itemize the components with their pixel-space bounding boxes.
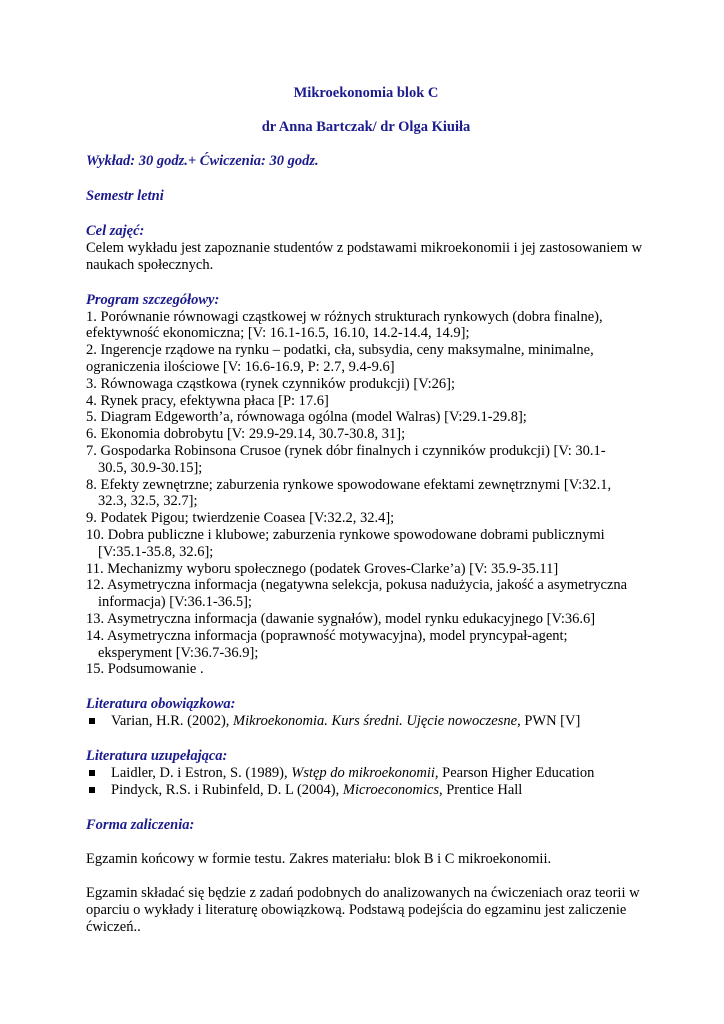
literature-author: Laidler, D. i Estron, S. (1989), — [111, 765, 292, 782]
literature-author: Pindyck, R.S. i Rubinfeld, D. L (2004), — [111, 782, 343, 799]
program-item-line2: efektywność ekonomiczna; [V: 16.1-16.5, 16.10, 14.2-14.4, 14.9]; — [86, 325, 470, 342]
document-title: Mikroekonomia blok C — [293, 85, 439, 101]
program-section — [86, 291, 646, 679]
program-item-line1: 6. Ekonomia dobrobytu [V: 29.9-29.14, 30.7-30.8, 31]; — [86, 426, 406, 443]
program-item-line1: 13. Asymetryczna informacja (dawanie sygnałów), model rynku edukacyjnego [V:36.6] — [86, 610, 596, 627]
literature-item — [86, 782, 646, 799]
program-item-line1: 4. Rynek pracy, efektywna płaca [P: 17.6] — [86, 392, 329, 409]
literature-publisher: , PWN [V] — [517, 713, 581, 730]
program-item — [86, 510, 646, 527]
semester-heading: Semestr letni — [86, 188, 164, 204]
program-item-line1: 15. Podsumowanie . — [86, 661, 204, 678]
program-item-line2: eksperyment [V:36.7-36.9]; — [98, 644, 259, 661]
program-item-line1: 7. Gospodarka Robinsona Crusoe (rynek dóbr finalnych i czynników produkcji) [V: 30.1- — [86, 442, 606, 459]
program-list — [86, 309, 646, 679]
program-item-line1: 9. Podatek Pigou; twierdzenie Coasea [V:32.2, 32.4]; — [86, 510, 395, 527]
program-item — [86, 342, 646, 376]
supplementary-literature-section — [86, 747, 646, 799]
program-item — [86, 577, 646, 611]
program-item-line1: 14. Asymetryczna informacja (poprawność motywacyjna), model pryncypał-agent; — [86, 627, 568, 644]
program-item-line1: 10. Dobra publiczne i klubowe; zaburzenia rynkowe spowodowane dobrami publicznymi — [86, 526, 605, 543]
literature-author: Varian, H.R. (2002), — [111, 713, 234, 730]
program-item-line2: [V:35.1-35.8, 32.6]; — [98, 543, 214, 560]
program-item — [86, 309, 646, 343]
exam-heading: Forma zaliczenia: — [86, 817, 195, 834]
required-literature-list — [86, 713, 646, 730]
program-item — [86, 443, 646, 477]
program-item-line1: 5. Diagram Edgeworth’a, równowaga ogólna (model Walras) [V:29.1-29.8]; — [86, 409, 527, 426]
literature-title: Microeconomics — [342, 782, 439, 799]
supplementary-literature-heading: Literatura uzupełająca: — [86, 748, 228, 765]
exam-section — [86, 816, 646, 935]
program-item-line1: 1. Porównanie równowagi cząstkowej w różnych strukturach rynkowych (dobra finalne), — [86, 308, 603, 325]
hours-heading: Wykład: 30 godz.+ Ćwiczenia: 30 godz. — [86, 153, 319, 169]
program-item — [86, 477, 646, 511]
required-literature-heading: Literatura obowiązkowa: — [86, 696, 236, 713]
program-item-line1: 12. Asymetryczna informacja (negatywna selekcja, pokusa nadużycia, jakość a asymetryczna — [86, 577, 628, 594]
program-item — [86, 527, 646, 561]
program-item-line2: ograniczenia ilościowe [V: 16.6-16.9, P: 2.7, 9.4-9.6] — [86, 358, 395, 375]
goal-section — [86, 222, 646, 274]
program-item — [86, 561, 646, 578]
program-item — [86, 426, 646, 443]
program-item-line2: 30.5, 30.9-30.15]; — [98, 459, 203, 476]
program-item — [86, 376, 646, 393]
goal-heading: Cel zajęć: — [86, 223, 145, 239]
supplementary-literature-list — [86, 765, 646, 799]
program-item — [86, 393, 646, 410]
program-item-line2: informacja) [V:36.1-36.5]; — [98, 594, 252, 611]
bullet-square-icon — [89, 770, 95, 776]
goal-text: Celem wykładu jest zapoznanie studentów z podstawami mikroekonomii i jej zastosowaniem w naukach społecznych. — [86, 240, 643, 273]
literature-item — [86, 713, 646, 730]
program-heading: Program szczegółowy: — [86, 291, 220, 308]
program-item — [86, 628, 646, 662]
document-page — [86, 84, 646, 935]
literature-publisher: , Pearson Higher Education — [434, 765, 595, 782]
bullet-square-icon — [89, 718, 95, 724]
program-item-line1: 2. Ingerencje rządowe na rynku – podatki, cła, subsydia, ceny maksymalne, minimalne, — [86, 342, 594, 359]
required-literature-section — [86, 695, 646, 730]
literature-item — [86, 765, 646, 782]
program-item-line1: 11. Mechanizmy wyboru społecznego (podatek Groves-Clarke’a) [V: 35.9-35.11] — [86, 560, 559, 577]
program-item — [86, 409, 646, 426]
exam-paragraph-1: Egzamin końcowy w formie testu. Zakres materiału: blok B i C mikroekonomii. — [86, 851, 552, 868]
program-item-line1: 8. Efekty zewnętrzne; zaburzenia rynkowe spowodowane efektami zewnętrznymi [V:32.1, — [86, 476, 612, 493]
program-item — [86, 661, 646, 678]
bullet-square-icon — [89, 787, 95, 793]
document-authors: dr Anna Bartczak/ dr Olga Kiuiła — [261, 119, 471, 135]
literature-title: Wstęp do mikroekonomii — [291, 765, 435, 782]
literature-title: Mikroekonomia. Kurs średni. Ujęcie nowoczesne — [233, 713, 518, 730]
literature-publisher: , Prentice Hall — [438, 782, 523, 799]
exam-paragraph-2: Egzamin składać się będzie z zadań podobnych do analizowanych na ćwiczeniach oraz teorii w oparciu o wykłady i literaturę obowiązkową. Podstawą podejścia do egzaminu jest zaliczenie ćwiczeń.. — [86, 884, 640, 935]
program-item-line1: 3. Równowaga cząstkowa (rynek czynników produkcji) [V:26]; — [86, 375, 455, 392]
program-item-line2: 32.3, 32.5, 32.7]; — [98, 493, 198, 510]
program-item — [86, 611, 646, 628]
